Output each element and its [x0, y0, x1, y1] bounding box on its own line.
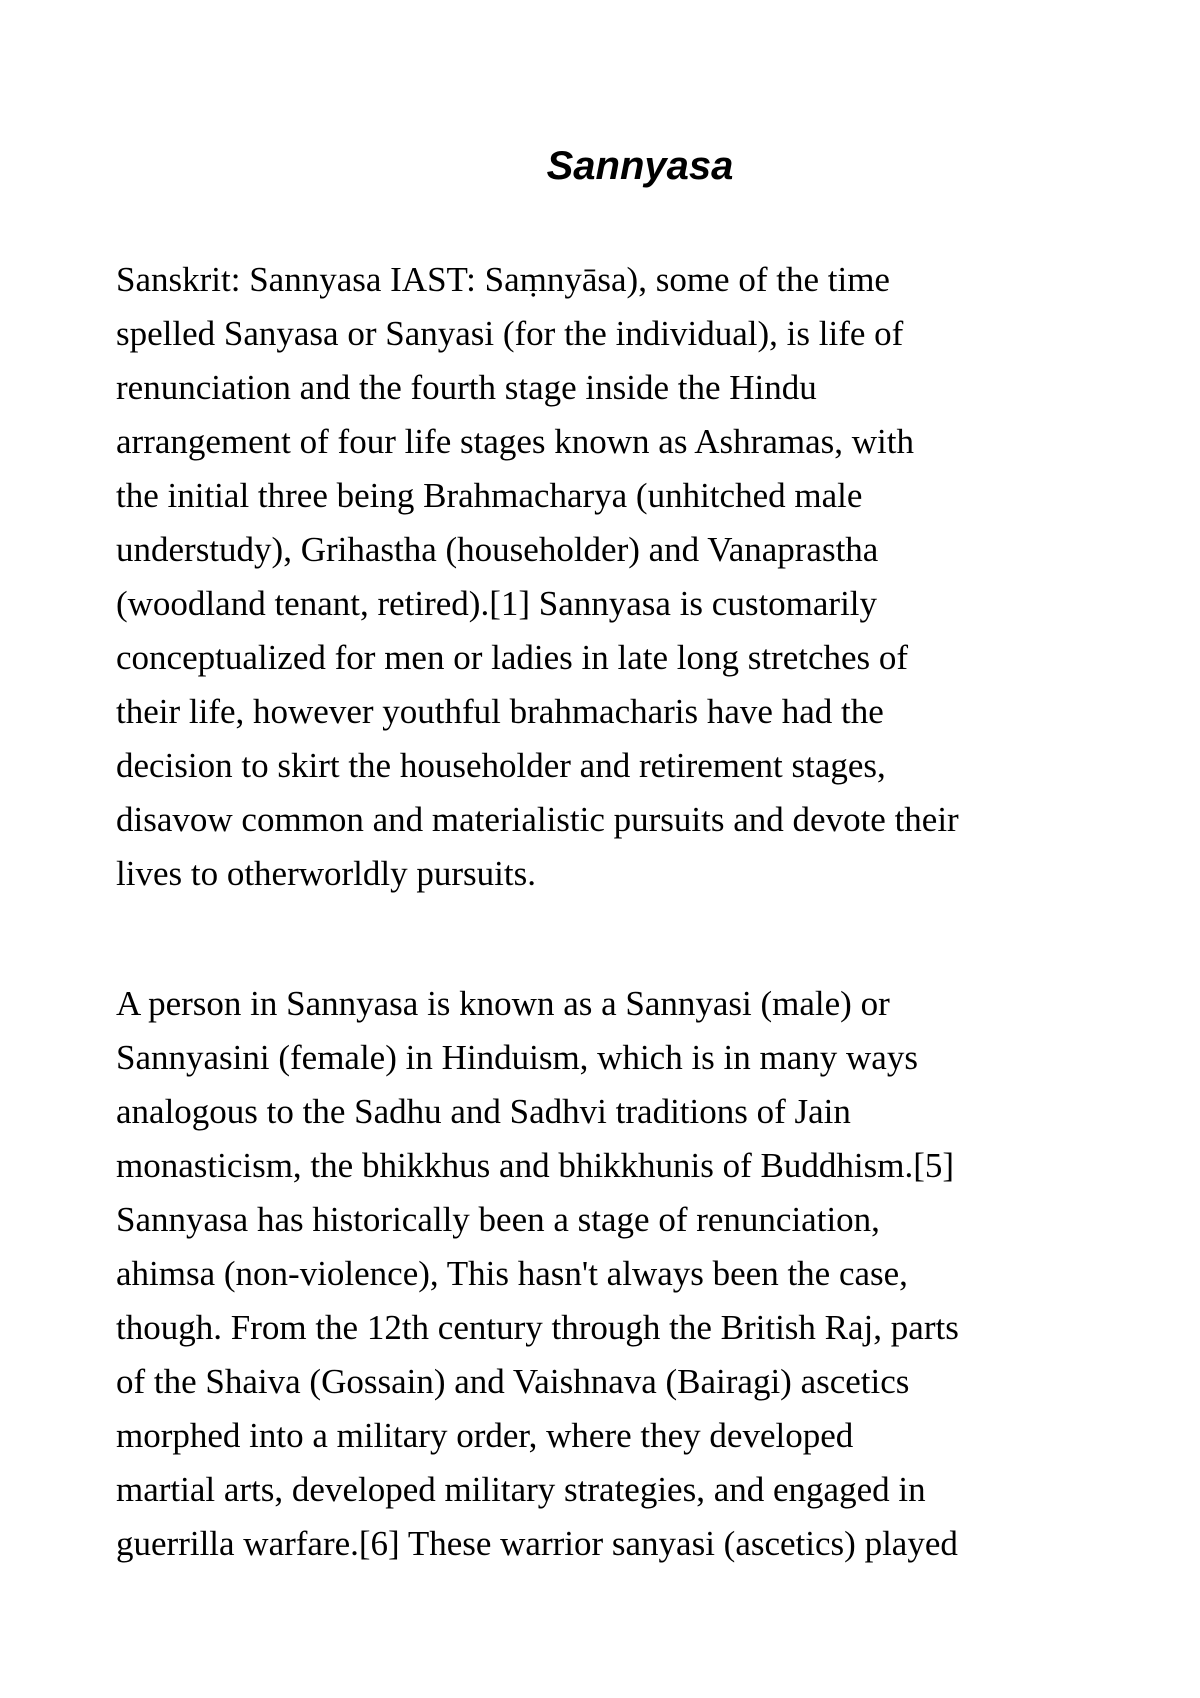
- paragraph-line: Sanskrit: Sannyasa IAST: Saṃnyāsa), some of the time: [116, 260, 890, 299]
- paragraph-line: morphed into a military order, where they developed: [116, 1416, 854, 1455]
- paragraph-line: their life, however youthful brahmacharis have had the: [116, 692, 884, 731]
- paragraph-line: decision to skirt the householder and retirement stages,: [116, 746, 886, 785]
- paragraph-line: the initial three being Brahmacharya (unhitched male: [116, 476, 863, 515]
- document-title: Sannyasa: [546, 144, 734, 188]
- paragraph-line: ahimsa (non-violence), This hasn't always been the case,: [116, 1254, 908, 1293]
- paragraph-line: understudy), Grihastha (householder) and Vanaprastha: [116, 530, 879, 569]
- paragraph-line: lives to otherworldly pursuits.: [116, 854, 536, 893]
- paragraph-line: though. From the 12th century through the British Raj, parts: [116, 1308, 959, 1347]
- paragraph-line: Sannyasa has historically been a stage of renunciation,: [116, 1200, 880, 1239]
- paragraph-line: Sannyasini (female) in Hinduism, which is in many ways: [116, 1038, 918, 1077]
- paragraph-line: A person in Sannyasa is known as a Sannyasi (male) or: [116, 984, 890, 1023]
- paragraph-1: [116, 253, 1116, 901]
- paragraph-line: renunciation and the fourth stage inside the Hindu: [116, 368, 817, 407]
- paragraph-2: [116, 977, 1116, 1571]
- paragraph-line: martial arts, developed military strategies, and engaged in: [116, 1470, 926, 1509]
- paragraph-line: monasticism, the bhikkhus and bhikkhunis of Buddhism.[5]: [116, 1146, 955, 1185]
- paragraph-line: disavow common and materialistic pursuits and devote their: [116, 800, 959, 839]
- paragraph-line: (woodland tenant, retired).[1] Sannyasa is customarily: [116, 584, 878, 623]
- paragraph-line: spelled Sanyasa or Sanyasi (for the individual), is life of: [116, 314, 904, 353]
- paragraph-line: conceptualized for men or ladies in late long stretches of: [116, 638, 909, 677]
- paragraph-line: analogous to the Sadhu and Sadhvi traditions of Jain: [116, 1092, 851, 1131]
- paragraph-line: of the Shaiva (Gossain) and Vaishnava (Bairagi) ascetics: [116, 1362, 910, 1401]
- paragraph-line: arrangement of four life stages known as Ashramas, with: [116, 422, 914, 461]
- paragraph-line: guerrilla warfare.[6] These warrior sanyasi (ascetics) played: [116, 1524, 958, 1563]
